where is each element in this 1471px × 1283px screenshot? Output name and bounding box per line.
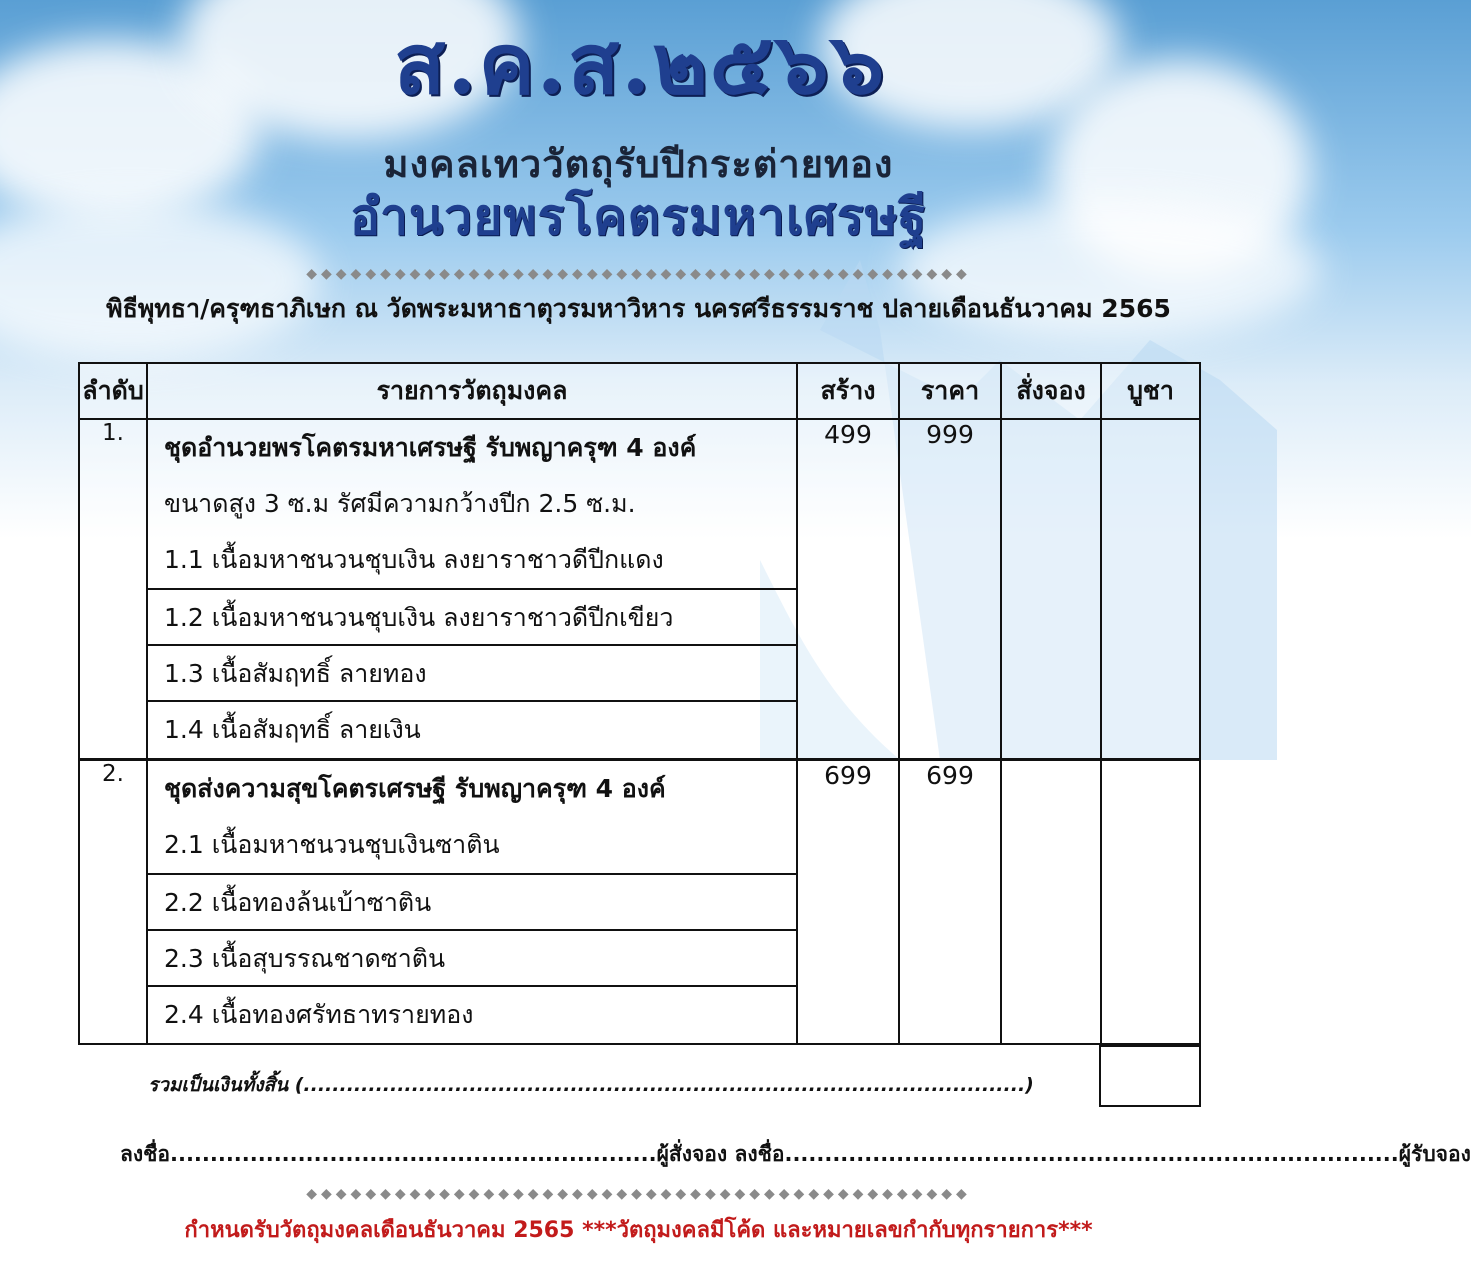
table-row bbox=[79, 419, 1200, 760]
card-subtitle: มงคลเทววัตถุรับปีกระต่ายทอง bbox=[383, 142, 894, 186]
item-line: ขนาดสูง 3 ซ.ม รัศมีความกว้างปีก 2.5 ซ.ม. bbox=[164, 489, 636, 518]
group-title: ชุดอำนวยพรโคตรมหาเศรษฐี รับพญาครุฑ 4 องค์ bbox=[164, 433, 697, 462]
price-value: 699 bbox=[899, 760, 1001, 1045]
header-price: ราคา bbox=[899, 363, 1001, 419]
sub-item: 2.2 เนื้อทองล้นเบ้าซาติน bbox=[148, 875, 796, 931]
created-count: 499 bbox=[797, 419, 899, 760]
sub-item: 2.3 เนื้อสุบรรณชาดซาติน bbox=[148, 931, 796, 987]
row-number: 1. bbox=[79, 419, 147, 760]
header-no: ลำดับ bbox=[79, 363, 147, 419]
item-line: 1.1 เนื้อมหาชนวนชุบเงิน ลงยาราชาวดีปีกแดง bbox=[164, 545, 664, 574]
total-label: รวมเป็นเงินทั้งสิ้น (....................................................................................................) bbox=[148, 1074, 1034, 1096]
pickup-notice: กำหนดรับวัตถุมงคลเดือนธันวาคม 2565 ***วัตถุมงคลมีโค้ด และหมายเลขกำกับทุกรายการ*** bbox=[184, 1218, 1093, 1243]
series-name: อำนวยพรโคตรมหาเศรษฐี bbox=[349, 188, 928, 246]
item-line: 2.1 เนื้อมหาชนวนชุบเงินซาติน bbox=[164, 830, 500, 859]
table-row bbox=[79, 760, 1200, 1045]
sub-item: 2.4 เนื้อทองศรัทธาทรายทอง bbox=[164, 1000, 474, 1029]
header-item: รายการวัตถุมงคล bbox=[147, 363, 797, 419]
group-title: ชุดส่งความสุขโคตรเศรษฐี รับพญาครุฑ 4 องค์ bbox=[164, 774, 666, 803]
pay-cell[interactable] bbox=[1101, 760, 1200, 1045]
signature-line: ลงชื่อ.............................................................ผู้สั่งจอง ลงชื่อ.............................................................................ผู้รับจอง bbox=[120, 1142, 1471, 1166]
header-pay: บูชา bbox=[1101, 363, 1200, 419]
order-cell[interactable] bbox=[1001, 760, 1101, 1045]
pay-cell[interactable] bbox=[1101, 419, 1200, 760]
created-count: 699 bbox=[797, 760, 899, 1045]
sub-item: 1.2 เนื้อมหาชนวนชุบเงิน ลงยาราชาวดีปีกเขียว bbox=[148, 590, 796, 646]
sub-item: 1.4 เนื้อสัมฤทธิ์ ลายเงิน bbox=[164, 715, 421, 744]
item-cell bbox=[147, 419, 797, 760]
order-cell[interactable] bbox=[1001, 419, 1101, 760]
header-order: สั่งจอง bbox=[1001, 363, 1101, 419]
total-amount-box[interactable] bbox=[1099, 1045, 1201, 1107]
header-created: สร้าง bbox=[797, 363, 899, 419]
table-header-row bbox=[79, 363, 1200, 419]
row-number: 2. bbox=[79, 760, 147, 1045]
card-title: ส.ค.ส.๒๕๖๖ bbox=[393, 14, 887, 113]
sub-item: 1.3 เนื้อสัมฤทธิ์ ลายทอง bbox=[148, 646, 796, 702]
item-cell bbox=[147, 760, 797, 1045]
divider-dots-top: ◆◆◆◆◆◆◆◆◆◆◆◆◆◆◆◆◆◆◆◆◆◆◆◆◆◆◆◆◆◆◆◆◆◆◆◆◆◆◆◆◆◆◆◆◆ bbox=[306, 266, 971, 282]
ceremony-info: พิธีพุทธา/ครุฑธาภิเษก ณ วัดพระมหาธาตุวรมหาวิหาร นครศรีธรรมราช ปลายเดือนธันวาคม 2565 bbox=[106, 294, 1171, 323]
price-value: 999 bbox=[899, 419, 1001, 760]
divider-dots-bottom: ◆◆◆◆◆◆◆◆◆◆◆◆◆◆◆◆◆◆◆◆◆◆◆◆◆◆◆◆◆◆◆◆◆◆◆◆◆◆◆◆◆◆◆◆◆ bbox=[306, 1186, 971, 1202]
order-table bbox=[78, 362, 1201, 1045]
